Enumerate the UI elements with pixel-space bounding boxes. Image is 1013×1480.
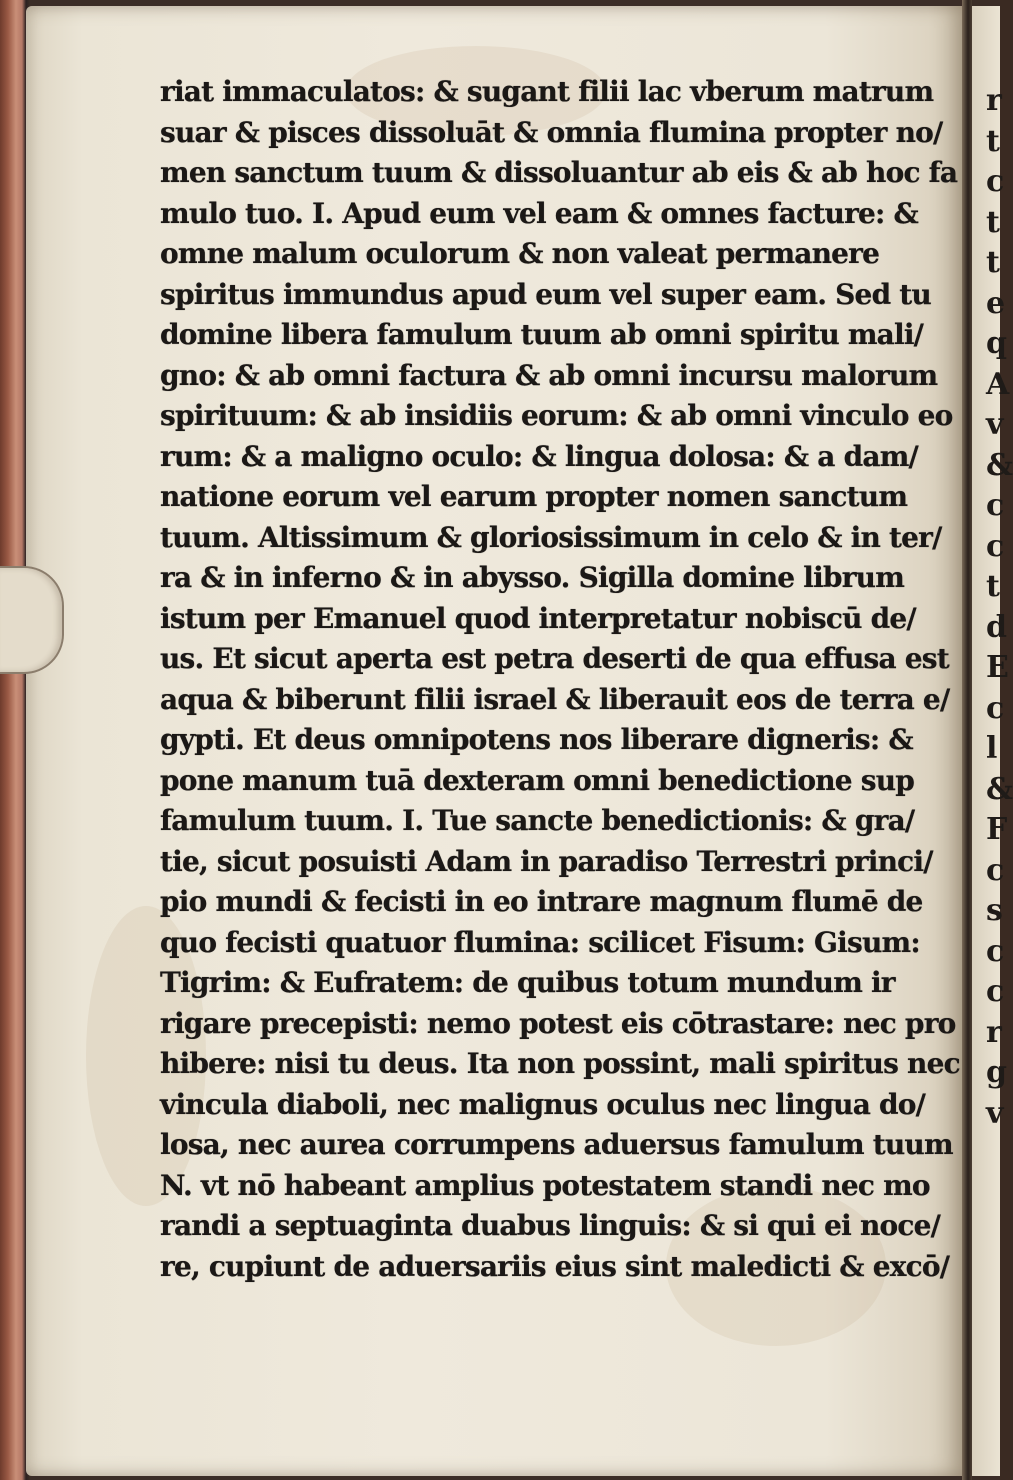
text-line: tie, sicut posuisti Adam in paradiso Terrestri princi/ [160, 844, 933, 878]
text-line: randi a septuaginta duabus linguis: & si qui ei noce/ [160, 1209, 941, 1242]
facing-page-fragment: t [986, 569, 1000, 604]
facing-page-fragment: & [986, 447, 1013, 483]
text-line: aqua & biberunt filii israel & liberauit eos de terra e/ [160, 682, 950, 716]
text-line: tuum. Altissimum & gloriosissimum in celo & in ter/ [160, 520, 942, 554]
text-line: men sanctum tuum & dissoluantur ab eis & ab hoc fa [160, 156, 958, 189]
page-tab-notch [0, 566, 64, 674]
facing-page-fragment: r [986, 83, 1002, 118]
text-line: re, cupiunt de aduersariis eius sint maledicti & excō/ [160, 1249, 950, 1283]
text-line: gypti. Et deus omnipotens nos liberare digneris: & [160, 723, 913, 756]
text-line: spiritus immundus apud eum vel super eam. Sed tu [160, 277, 931, 311]
text-line: N. vt nō habeant amplius potestatem standi nec mo [160, 1168, 930, 1202]
text-line: rum: & a maligno oculo: & lingua dolosa: & a dam/ [160, 439, 918, 473]
text-line: ra & in inferno & in abysso. Sigilla domine librum [160, 561, 905, 594]
book-gutter [962, 0, 972, 1480]
text-line: riat immaculatos: & sugant filii lac vberum matrum [160, 75, 934, 108]
facing-page-fragment: E [986, 650, 1009, 685]
facing-page-fragment: s [986, 893, 1003, 928]
text-line: Tigrim: & Eufratem: de quibus totum mundum ir [160, 966, 895, 999]
facing-page-fragment: c [986, 974, 1005, 1009]
facing-page-fragment: l [986, 731, 998, 766]
facing-page-fragment: v [986, 407, 1004, 442]
text-line: us. Et sicut aperta est petra deserti de qua effusa est [160, 642, 949, 675]
printed-text-block [160, 72, 960, 1287]
text-line: suar & pisces dissoluāt & omnia flumina propter no/ [160, 115, 943, 149]
text-line: famulum tuum. I. Tue sancte benedictionis: & gra/ [160, 804, 915, 837]
facing-page-fragment: t [986, 204, 1000, 240]
facing-page-fragment: c [986, 690, 1005, 726]
facing-page-fragment: t [986, 123, 1000, 159]
facing-page-fragment: q [986, 326, 1007, 361]
facing-page-fragment: c [986, 164, 1005, 199]
facing-page-fragment: c [986, 933, 1005, 969]
facing-page-fragment: t [986, 245, 1000, 280]
text-line: hibere: nisi tu deus. Ita non possint, mali spiritus nec [160, 1047, 960, 1080]
text-line: pone manum tuā dexteram omni benedictione sup [160, 763, 915, 797]
text-line: losa, nec aurea corrumpens aduersus famulum tuum [160, 1128, 953, 1161]
text-line: pio mundi & fecisti in eo intrare magnum flumē de [160, 885, 923, 918]
facing-page-edge [972, 6, 1013, 1476]
facing-page-fragment: r [986, 1014, 1002, 1050]
text-line: rigare precepisti: nemo potest eis cōtrastare: nec pro [160, 1006, 956, 1040]
text-line: domine libera famulum tuum ab omni spiritu mali/ [160, 318, 924, 351]
text-line: omne malum oculorum & non valeat permanere [160, 237, 880, 270]
facing-page-fragment: v [986, 1095, 1004, 1131]
facing-page-fragment: g [986, 1055, 1007, 1090]
text-line: mulo tuo. I. Apud eum vel eam & omnes facture: & [160, 196, 919, 230]
facing-page-fragment: F [986, 812, 1008, 847]
facing-page-fragment: c [986, 528, 1005, 564]
text-line: natione eorum vel earum propter nomen sanctum [160, 480, 908, 513]
facing-page-fragment: & [986, 771, 1013, 807]
text-line: quo fecisti quatuor flumina: scilicet Fisum: Gisum: [160, 925, 920, 959]
facing-page-fragment: e [986, 285, 1006, 321]
facing-page-fragment: c [986, 852, 1005, 888]
facing-page-fragment: A [986, 366, 1010, 402]
text-line: spirituum: & ab insidiis eorum: & ab omni vinculo eo [160, 399, 953, 432]
facing-page-fragment: c [986, 488, 1005, 523]
text-line: vincula diaboli, nec malignus oculus nec lingua do/ [160, 1087, 926, 1121]
facing-page-fragment: d [986, 609, 1007, 645]
text-line: gno: & ab omni factura & ab omni incursu malorum [160, 358, 938, 392]
text-line: istum per Emanuel quod interpretatur nobiscū de/ [160, 601, 916, 635]
